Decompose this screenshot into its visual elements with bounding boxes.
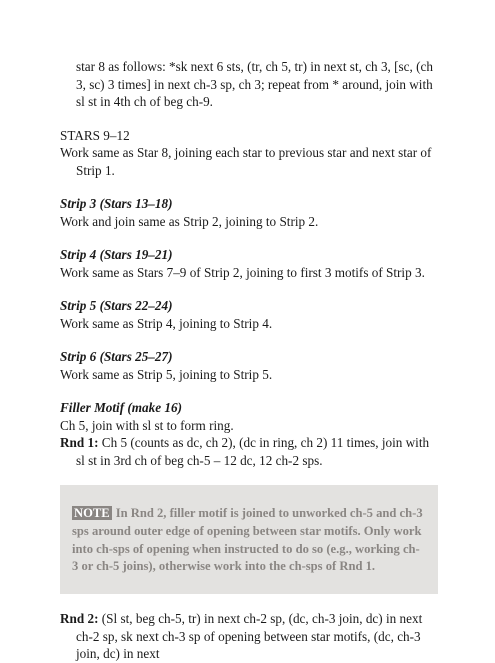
- rnd2-text: (Sl st, beg ch-5, tr) in next ch-2 sp, (dc, ch-3 join, dc) in next ch-2 sp, sk next ch-3 sp of opening between star motifs, (dc, ch-3 join, dc) in next: [76, 611, 423, 662]
- rnd2-label: Rnd 2:: [60, 611, 99, 627]
- filler-heading: Filler Motif (make 16): [60, 400, 182, 415]
- rnd1-label: Rnd 1:: [60, 435, 99, 450]
- stars-9-12-heading: STARS 9–12: [60, 127, 130, 143]
- rnd1-paragraph: [60, 434, 438, 469]
- note-text: In Rnd 2, filler motif is joined to unworked ch-5 and ch-3 sps around outer edge of opening between star motifs. Only work into ch-sps of opening when instructed to do so (e.g., working ch-3 or ch-5 joins), otherwise work into the ch-sps of Rnd 1.: [72, 506, 423, 574]
- note-box: [60, 485, 438, 594]
- strip3-heading: Strip 3 (Stars 13–18): [60, 196, 173, 211]
- rnd2-paragraph: [60, 610, 438, 663]
- strip4-text: Work same as Stars 7–9 of Strip 2, joining to first 3 motifs of Strip 3.: [60, 264, 425, 280]
- strip5-heading: Strip 5 (Stars 22–24): [60, 298, 173, 313]
- strip5-text: Work same as Strip 4, joining to Strip 4.: [60, 315, 273, 331]
- strip4-heading: Strip 4 (Stars 19–21): [60, 247, 173, 262]
- pattern-page: [60, 58, 438, 663]
- filler-line1: Ch 5, join with sl st to form ring.: [60, 417, 234, 433]
- rnd1-text: Ch 5 (counts as dc, ch 2), (dc in ring, ch 2) 11 times, join with sl st in 3rd ch of beg ch-5 – 12 dc, 12 ch-2 sps.: [76, 435, 430, 468]
- stars-9-12-text: Work same as Star 8, joining each star to previous star and next star of Strip 1.: [60, 145, 432, 178]
- strip3-text: Work and join same as Strip 2, joining to Strip 2.: [60, 213, 319, 229]
- note-tag: NOTE: [74, 506, 110, 520]
- strip6-text: Work same as Strip 5, joining to Strip 5.: [60, 366, 273, 382]
- intro-paragraph: star 8 as follows: *sk next 6 sts, (tr, ch 5, tr) in next st, ch 3, [sc, (ch 3, sc) 3 times] in next ch-3 sp, ch 3; repeat from * around, join with sl st in 4th ch of beg ch-9.: [76, 59, 433, 109]
- strip6-heading: Strip 6 (Stars 25–27): [60, 349, 173, 364]
